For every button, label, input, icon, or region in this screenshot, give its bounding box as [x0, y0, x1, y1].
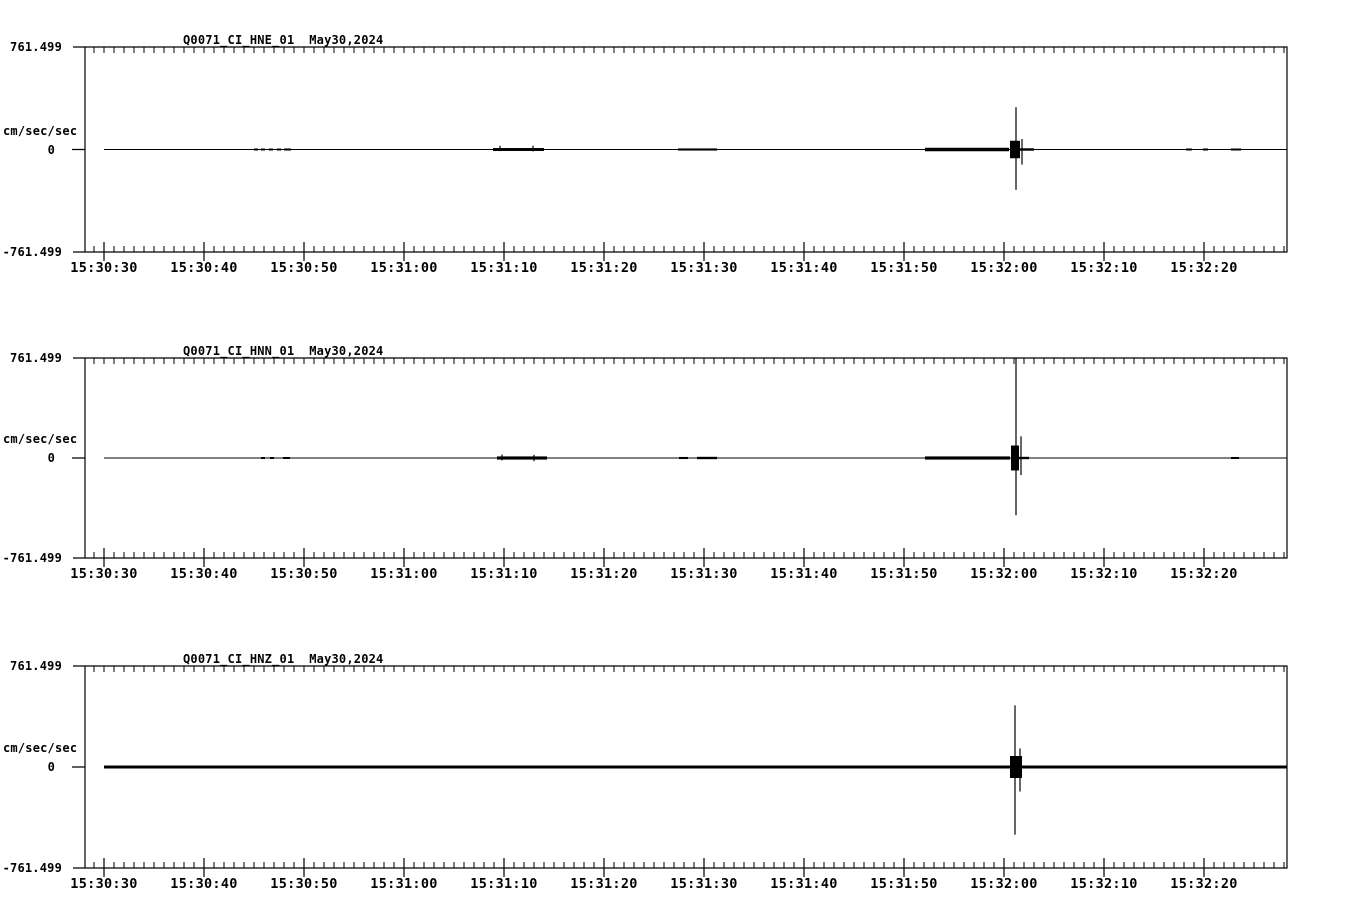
noise-segment [1231, 149, 1241, 151]
noise-segment [270, 457, 274, 459]
noise-segment [679, 457, 688, 459]
x-tick-label: 15:30:30 [70, 876, 138, 892]
panel-title: Q0071_CI_HNE_01 May30,2024 [183, 33, 384, 47]
x-tick-label: 15:32:20 [1170, 566, 1238, 582]
seismogram-plot [0, 27, 1358, 292]
noise-segment [1231, 457, 1239, 459]
x-tick-label: 15:31:50 [870, 260, 938, 276]
x-tick-label: 15:30:50 [270, 876, 338, 892]
noise-segment [925, 456, 1010, 459]
y-axis-max-label: 761.499 [10, 40, 62, 54]
noise-segment [925, 148, 1009, 151]
x-tick-label: 15:31:50 [870, 566, 938, 582]
x-tick-label: 15:32:10 [1070, 566, 1138, 582]
panel-title: Q0071_CI_HNN_01 May30,2024 [183, 344, 384, 358]
noise-segment [284, 149, 291, 151]
y-axis-min-label: -761.499 [2, 551, 62, 565]
x-tick-label: 15:31:40 [770, 260, 838, 276]
y-axis-units-label: cm/sec/sec [3, 432, 78, 446]
y-axis-zero-label: 0 [47, 451, 55, 465]
noise-segment [678, 148, 717, 150]
x-tick-label: 15:30:40 [170, 876, 238, 892]
seismogram-panel-hnz [0, 646, 1358, 908]
seismogram-plot [0, 338, 1358, 598]
x-tick-label: 15:31:00 [370, 566, 438, 582]
x-tick-label: 15:30:50 [270, 566, 338, 582]
panel-title: Q0071_CI_HNZ_01 May30,2024 [183, 652, 384, 666]
x-tick-label: 15:31:10 [470, 566, 538, 582]
noise-segment [1186, 149, 1192, 151]
noise-segment [497, 456, 547, 459]
y-axis-ticks [72, 358, 85, 558]
x-tick-label: 15:31:30 [670, 566, 738, 582]
x-tick-label: 15:31:00 [370, 876, 438, 892]
noise-segment [254, 149, 258, 151]
x-tick-label: 15:31:30 [670, 876, 738, 892]
noise-segment [1203, 149, 1208, 151]
x-tick-label: 15:30:40 [170, 260, 238, 276]
x-tick-label: 15:30:40 [170, 566, 238, 582]
y-axis-max-label: 761.499 [10, 351, 62, 365]
noise-segment [1011, 446, 1019, 471]
noise-segment [261, 457, 265, 459]
x-tick-label: 15:31:50 [870, 876, 938, 892]
x-tick-label: 15:32:20 [1170, 260, 1238, 276]
noise-segment [269, 149, 273, 151]
y-axis-ticks [72, 47, 85, 252]
x-tick-label: 15:31:20 [570, 876, 638, 892]
x-tick-label: 15:31:10 [470, 260, 538, 276]
x-tick-label: 15:30:30 [70, 260, 138, 276]
noise-segment [283, 457, 290, 459]
x-tick-label: 15:31:30 [670, 260, 738, 276]
x-tick-label: 15:31:40 [770, 876, 838, 892]
x-tick-label: 15:32:10 [1070, 876, 1138, 892]
seismogram-panel-hne [0, 27, 1358, 292]
seismogram-plot [0, 646, 1358, 908]
x-tick-label: 15:32:00 [970, 260, 1038, 276]
noise-segment [277, 149, 281, 151]
seismogram-panel-hnn [0, 338, 1358, 598]
x-tick-label: 15:32:00 [970, 876, 1038, 892]
noise-segment [1010, 141, 1020, 158]
y-axis-min-label: -761.499 [2, 245, 62, 259]
x-tick-label: 15:30:50 [270, 260, 338, 276]
x-tick-label: 15:31:10 [470, 876, 538, 892]
y-axis-max-label: 761.499 [10, 659, 62, 673]
y-axis-zero-label: 0 [47, 142, 55, 157]
noise-segment [261, 149, 265, 151]
x-tick-label: 15:31:20 [570, 260, 638, 276]
y-axis-ticks [72, 666, 85, 868]
y-axis-units-label: cm/sec/sec [3, 123, 78, 138]
y-axis-zero-label: 0 [47, 760, 55, 774]
x-tick-label: 15:31:20 [570, 566, 638, 582]
x-tick-label: 15:32:10 [1070, 260, 1138, 276]
x-tick-label: 15:31:40 [770, 566, 838, 582]
x-tick-label: 15:31:00 [370, 260, 438, 276]
y-axis-min-label: -761.499 [2, 861, 62, 875]
x-tick-label: 15:30:30 [70, 566, 138, 582]
x-tick-label: 15:32:20 [1170, 876, 1238, 892]
y-axis-units-label: cm/sec/sec [3, 741, 78, 755]
noise-segment [697, 457, 717, 459]
x-tick-label: 15:32:00 [970, 566, 1038, 582]
noise-segment [493, 148, 544, 151]
